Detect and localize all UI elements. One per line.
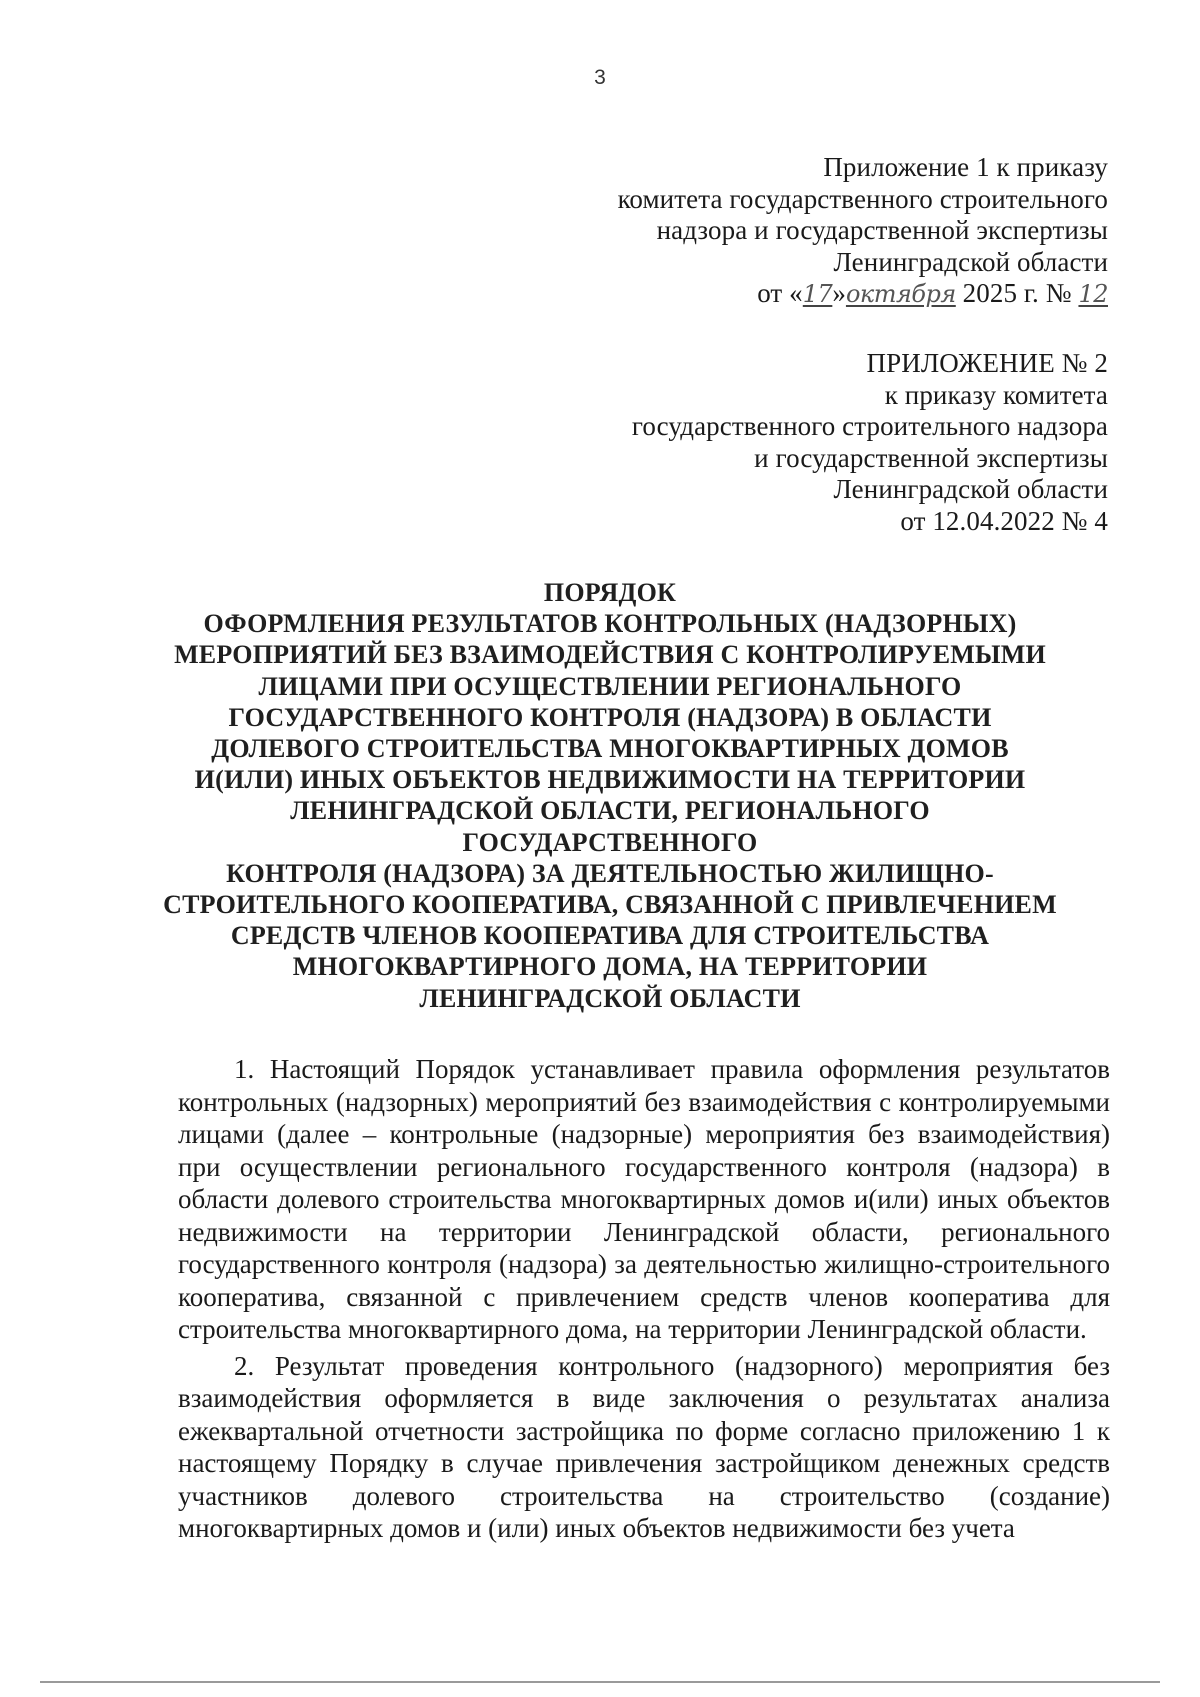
- title-line: ЛИЦАМИ ПРИ ОСУЩЕСТВЛЕНИИ РЕГИОНАЛЬНОГО: [258, 671, 962, 701]
- appendix-2-line: и государственной экспертизы: [754, 442, 1108, 473]
- order-year-text: 2025 г. №: [962, 278, 1072, 308]
- order-number-handwritten: 12: [1078, 280, 1108, 308]
- page-number: 3: [594, 66, 606, 89]
- paragraph-2: 2. Результат проведения контрольного (надзорного) мероприятия без взаимодействия оформляется в виде заключения о результатах анализа ежеквартальной отчетности застройщика по форме согласно приложению 1 к настоящему Порядку в случае привлечения застройщиком денежных средств участников долевого строительства на строительство (создание) многоквартирных домов и (или) иных объектов недвижимости без учета: [178, 1350, 1110, 1543]
- appendix-2-line: от 12.04.2022 № 4: [900, 505, 1108, 536]
- scan-edge-line: [40, 1681, 1160, 1683]
- appendix-2-line: ПРИЛОЖЕНИЕ № 2: [866, 348, 1108, 378]
- appendix-1-line: Приложение 1 к приказу: [823, 152, 1108, 182]
- order-day-handwritten: 17: [802, 280, 833, 308]
- appendix-2-line: к приказу комитета: [884, 379, 1108, 410]
- order-mid: »: [832, 278, 846, 308]
- appendix-2-line: государственного строительного надзора: [631, 411, 1108, 441]
- title-line: ДОЛЕВОГО СТРОИТЕЛЬСТВА МНОГОКВАРТИРНЫХ ДОМОВ: [211, 734, 1009, 764]
- appendix-2-line: Ленинградской области: [833, 474, 1108, 504]
- title-line: И(ИЛИ) ИНЫХ ОБЪЕКТОВ НЕДВИЖИМОСТИ НА ТЕРРИТОРИИ: [194, 765, 1026, 795]
- appendix-1-line: надзора и государственной экспертизы: [656, 215, 1108, 245]
- title-line: СТРОИТЕЛЬНОГО КООПЕРАТИВА, СВЯЗАННОЙ С ПРИВЛЕЧЕНИЕМ: [163, 890, 1057, 920]
- title-line: СРЕДСТВ ЧЛЕНОВ КООПЕРАТИВА ДЛЯ СТРОИТЕЛЬСТВА: [230, 921, 990, 951]
- title-line: МЕРОПРИЯТИЙ БЕЗ ВЗАИМОДЕЙСТВИЯ С КОНТРОЛИРУЕМЫМИ: [174, 640, 1046, 670]
- document-title: [150, 577, 1070, 1014]
- order-prefix: от «: [757, 278, 803, 308]
- title-line: ЛЕНИНГРАДСКОЙ ОБЛАСТИ, РЕГИОНАЛЬНОГО: [290, 796, 930, 826]
- title-line: ОФОРМЛЕНИЯ РЕЗУЛЬТАТОВ КОНТРОЛЬНЫХ (НАДЗОРНЫХ): [203, 609, 1017, 639]
- title-line: ГОСУДАРСТВЕННОГО: [462, 827, 758, 857]
- title-line: ПОРЯДОК: [543, 578, 677, 607]
- appendix-1-header: [618, 152, 1108, 311]
- order-month-handwritten: октября: [845, 280, 956, 308]
- document-body: [178, 1053, 1110, 1549]
- paragraph-1: 1. Настоящий Порядок устанавливает правила оформления результатов контрольных (надзорных) мероприятий без взаимодействия с контролируемыми лицами (далее – контрольные (надзорные) мероприятия без взаимодействия) при осуществлении регионального государственного контроля (надзора) в области долевого строительства многоквартирных домов и(или) иных объектов недвижимости на территории Ленинградской области, регионального государственного контроля (надзора) за деятельностью жилищно-строительного кооператива, связанной с привлечением средств членов кооператива для строительства многоквартирного дома, на территории Ленинградской области.: [178, 1054, 1110, 1344]
- title-line: ГОСУДАРСТВЕННОГО КОНТРОЛЯ (НАДЗОРА) В ОБЛАСТИ: [228, 702, 992, 732]
- title-line: КОНТРОЛЯ (НАДЗОРА) ЗА ДЕЯТЕЛЬНОСТЬЮ ЖИЛИЩНО-: [226, 858, 994, 888]
- title-line: МНОГОКВАРТИРНОГО ДОМА, НА ТЕРРИТОРИИ: [292, 952, 928, 982]
- appendix-1-line: Ленинградской области: [833, 246, 1108, 277]
- title-line: ЛЕНИНГРАДСКОЙ ОБЛАСТИ: [419, 983, 801, 1013]
- appendix-1-order-line: [618, 278, 1108, 311]
- appendix-1-line: комитета государственного строительного: [617, 183, 1108, 214]
- appendix-2-header: [632, 348, 1108, 537]
